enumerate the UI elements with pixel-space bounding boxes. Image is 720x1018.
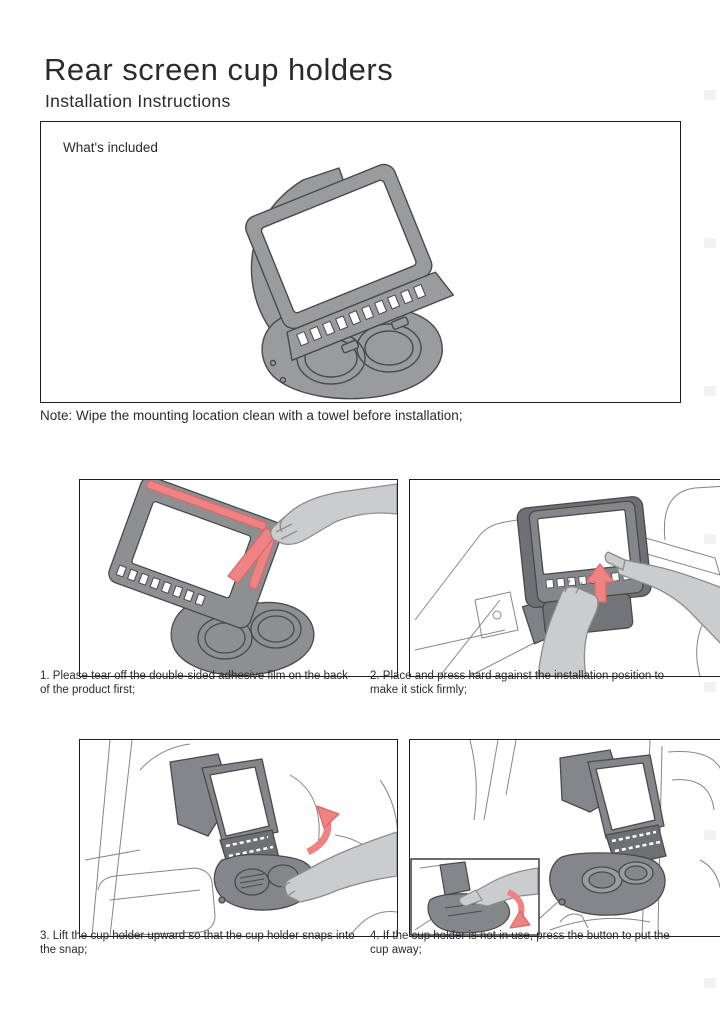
step-caption-1: 1. Please tear off the double-sided adhesive film on the back of the product first; [40, 670, 348, 697]
edge-tick [704, 238, 716, 248]
page-title: Rear screen cup holders [44, 52, 394, 87]
included-box-label: What's included [63, 140, 158, 155]
step2-illustration [410, 480, 720, 676]
note-text: Note: Wipe the mounting location clean with a towel before installation; [40, 408, 463, 423]
product-illustration [211, 158, 461, 403]
product-mounted [560, 750, 666, 867]
included-box [40, 121, 681, 403]
edge-tick [704, 978, 716, 988]
edge-tick [704, 682, 716, 692]
step-caption-2: 2. Place and press hard against the installation position to make it stick firmly; [370, 670, 665, 697]
hand [271, 484, 397, 544]
edge-tick [704, 90, 716, 100]
step1-illustration [80, 480, 397, 676]
edge-tick [704, 830, 716, 840]
lift-arrow [308, 806, 339, 852]
step-panel-2 [409, 479, 720, 677]
step-caption-4: 4. If the cup holder is not in use, press the button to put the cup away; [370, 930, 670, 957]
step-panel-4 [409, 739, 720, 937]
step-panel-3 [79, 739, 398, 937]
page-subtitle: Installation Instructions [45, 91, 231, 111]
edge-tick [704, 386, 716, 396]
cup-holder-open [550, 853, 665, 915]
step4-illustration [410, 740, 720, 936]
step3-illustration [80, 740, 397, 936]
step-caption-3: 3. Lift the cup holder upward so that the cup holder snaps into the snap; [40, 930, 355, 957]
inset-press-button [411, 859, 539, 935]
edge-tick [704, 534, 716, 544]
step-panel-1 [79, 479, 398, 677]
